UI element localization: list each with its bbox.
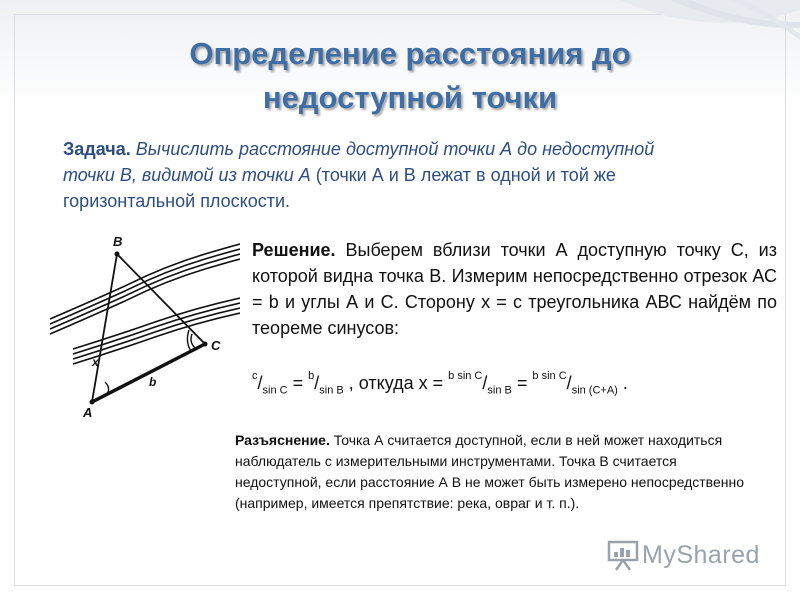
formula-b: b <box>308 370 315 382</box>
label-point-a: A <box>83 405 93 420</box>
explanation-label: Разъяснение. <box>235 432 330 448</box>
point-b-dot <box>115 252 120 257</box>
explanation-paragraph <box>235 430 765 514</box>
task-paragraph <box>63 136 703 214</box>
formula-sin-c: sin C <box>262 384 288 397</box>
side-ab <box>92 254 117 402</box>
solution-label: Решение. <box>252 240 336 260</box>
task-plain-text: (точки А и В лежат в одной и той же горизонтальной плоскости. <box>63 165 616 211</box>
formula-num-2: b sin C <box>532 370 567 382</box>
formula-den-1: sin B <box>487 384 512 397</box>
explanation-text: Точка А считается доступной, если в ней может находиться наблюдатель с измерительными инструментами. Точка В считается недоступной, если расстояние А В не может быть измерено непосредственно (например, имеется препятствие: река, овраг и т. п.). <box>235 432 744 511</box>
angle-c-arc <box>191 334 195 348</box>
title-line-1: Определение расстояния до <box>189 36 631 71</box>
formula-c: c <box>252 370 258 382</box>
label-side-x: x <box>92 355 99 369</box>
formula-eq-1: = <box>292 373 304 393</box>
formula-end: . <box>622 373 628 393</box>
task-label: Задача. <box>63 139 131 159</box>
point-a-dot <box>90 400 95 405</box>
point-c-dot <box>203 342 208 347</box>
formula-eq-2: = <box>516 373 528 393</box>
presentation-board-icon <box>606 538 642 572</box>
sine-theorem-formula: $^c/_{sin C} = ^b/_{sin B}$ , откуда $x = ^{b sin C}/_{sin B} = ^{b sin C}/_{sin (C+A)}$ . <box>252 370 628 397</box>
triangle-diagram <box>45 224 240 424</box>
formula-sin-b: sin B <box>319 384 344 397</box>
myshared-watermark[interactable] <box>606 536 776 574</box>
formula-den-2: sin (C+A) <box>571 384 618 397</box>
triangle-figure <box>45 224 240 424</box>
title-line-2: недоступной точки <box>262 80 558 115</box>
task-italic-text: Вычислить расстояние доступной точки А до недоступной точки В, видимой из точки А <box>63 139 655 185</box>
label-point-c: C <box>211 338 221 353</box>
label-point-b: B <box>113 234 123 249</box>
angle-a-arc <box>105 382 109 394</box>
solution-paragraph <box>252 237 777 341</box>
slide-title <box>60 32 760 120</box>
solution-text: Выберем вблизи точки А доступную точку С, из которой видна точка В. Измерим непосредственно отрезок АС = b и углы А и С. Сторону x = c треугольника АВС найдём по теореме синусов: <box>252 240 777 338</box>
label-side-b: b <box>149 375 157 389</box>
formula-then: , откуда x = <box>348 373 444 393</box>
formula-num-1: b sin C <box>448 370 483 382</box>
watermark-text: MyShared <box>642 540 760 569</box>
